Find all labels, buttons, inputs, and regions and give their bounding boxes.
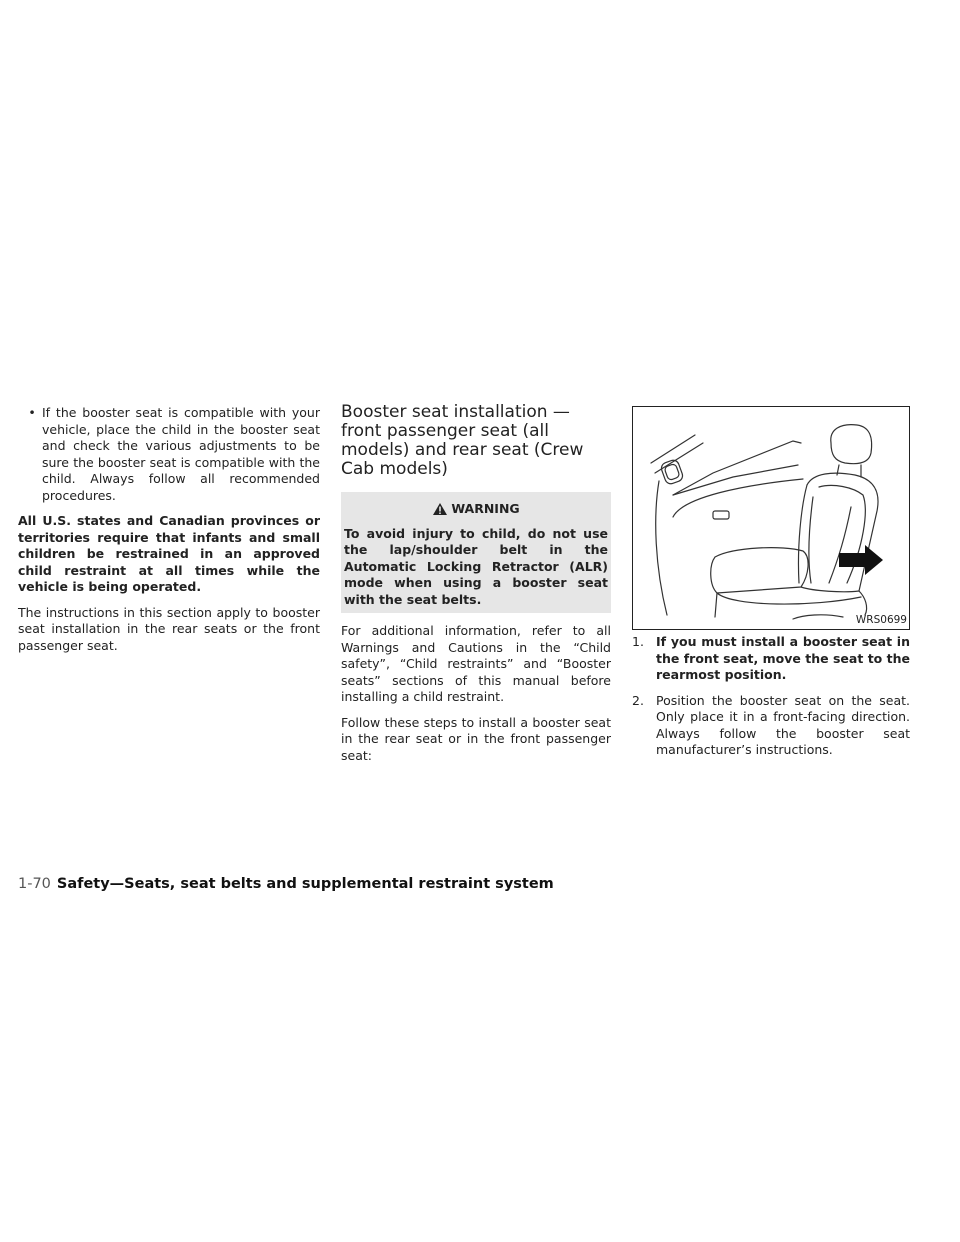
instructions-scope-paragraph: The instructions in this section apply to booster seat installation in the rear seats or the front passenger seat. bbox=[18, 604, 320, 653]
middle-column bbox=[341, 403, 611, 773]
right-column bbox=[632, 406, 910, 768]
left-column bbox=[18, 405, 320, 663]
additional-info-paragraph: For additional information, refer to all Warnings and Cautions in the “Child safety”, “Child restraints” and “Booster seats” sections of this manual before installing a child restraint. bbox=[341, 623, 611, 704]
steps-intro-paragraph: Follow these steps to install a booster seat in the rear seat or in the front passenger seat: bbox=[341, 714, 611, 763]
step-2-text: Position the booster seat on the seat. Only place it in a front-facing direction. Always follow the booster seat manufacturer’s instructions. bbox=[656, 692, 910, 757]
bullet-text: If the booster seat is compatible with your vehicle, place the child in the booster seat and check the various adjustments to be sure the booster seat is compatible with the child. Always follow all recommended procedures. bbox=[42, 405, 320, 503]
warning-triangle-icon bbox=[432, 502, 448, 516]
warning-box bbox=[341, 492, 611, 613]
warning-text: To avoid injury to child, do not use the lap/shoulder belt in the Automatic Locking Retractor (ALR) mode when using a booster seat with the seat belts. bbox=[344, 525, 608, 607]
section-title: Safety—Seats, seat belts and supplemental restraint system bbox=[56, 876, 554, 892]
step-1 bbox=[632, 634, 910, 684]
warning-header bbox=[344, 495, 608, 526]
warning-title: WARNING bbox=[451, 501, 520, 516]
bullet-marker: • bbox=[28, 405, 36, 420]
section-heading: Booster seat installation — front passenger seat (all models) and rear seat (Crew Cab models) bbox=[341, 402, 584, 479]
figure-code: WRS0699 bbox=[855, 613, 907, 626]
bullet-item bbox=[18, 405, 320, 504]
step-1-text: If you must install a booster seat in the front seat, move the seat to the rearmost position. bbox=[656, 634, 910, 682]
legal-requirement-paragraph: All U.S. states and Canadian provinces or territories require that infants and small children be restrained in an approved child restraint at all times while the vehicle is being operated. bbox=[18, 513, 320, 594]
seat-illustration bbox=[632, 406, 910, 630]
step-2 bbox=[632, 693, 910, 759]
seat-drawing bbox=[633, 407, 910, 630]
step-2-number: 2. bbox=[632, 692, 644, 708]
page-footer bbox=[18, 876, 554, 892]
page-number: 1-70 bbox=[18, 876, 51, 892]
step-1-number: 1. bbox=[632, 634, 644, 649]
